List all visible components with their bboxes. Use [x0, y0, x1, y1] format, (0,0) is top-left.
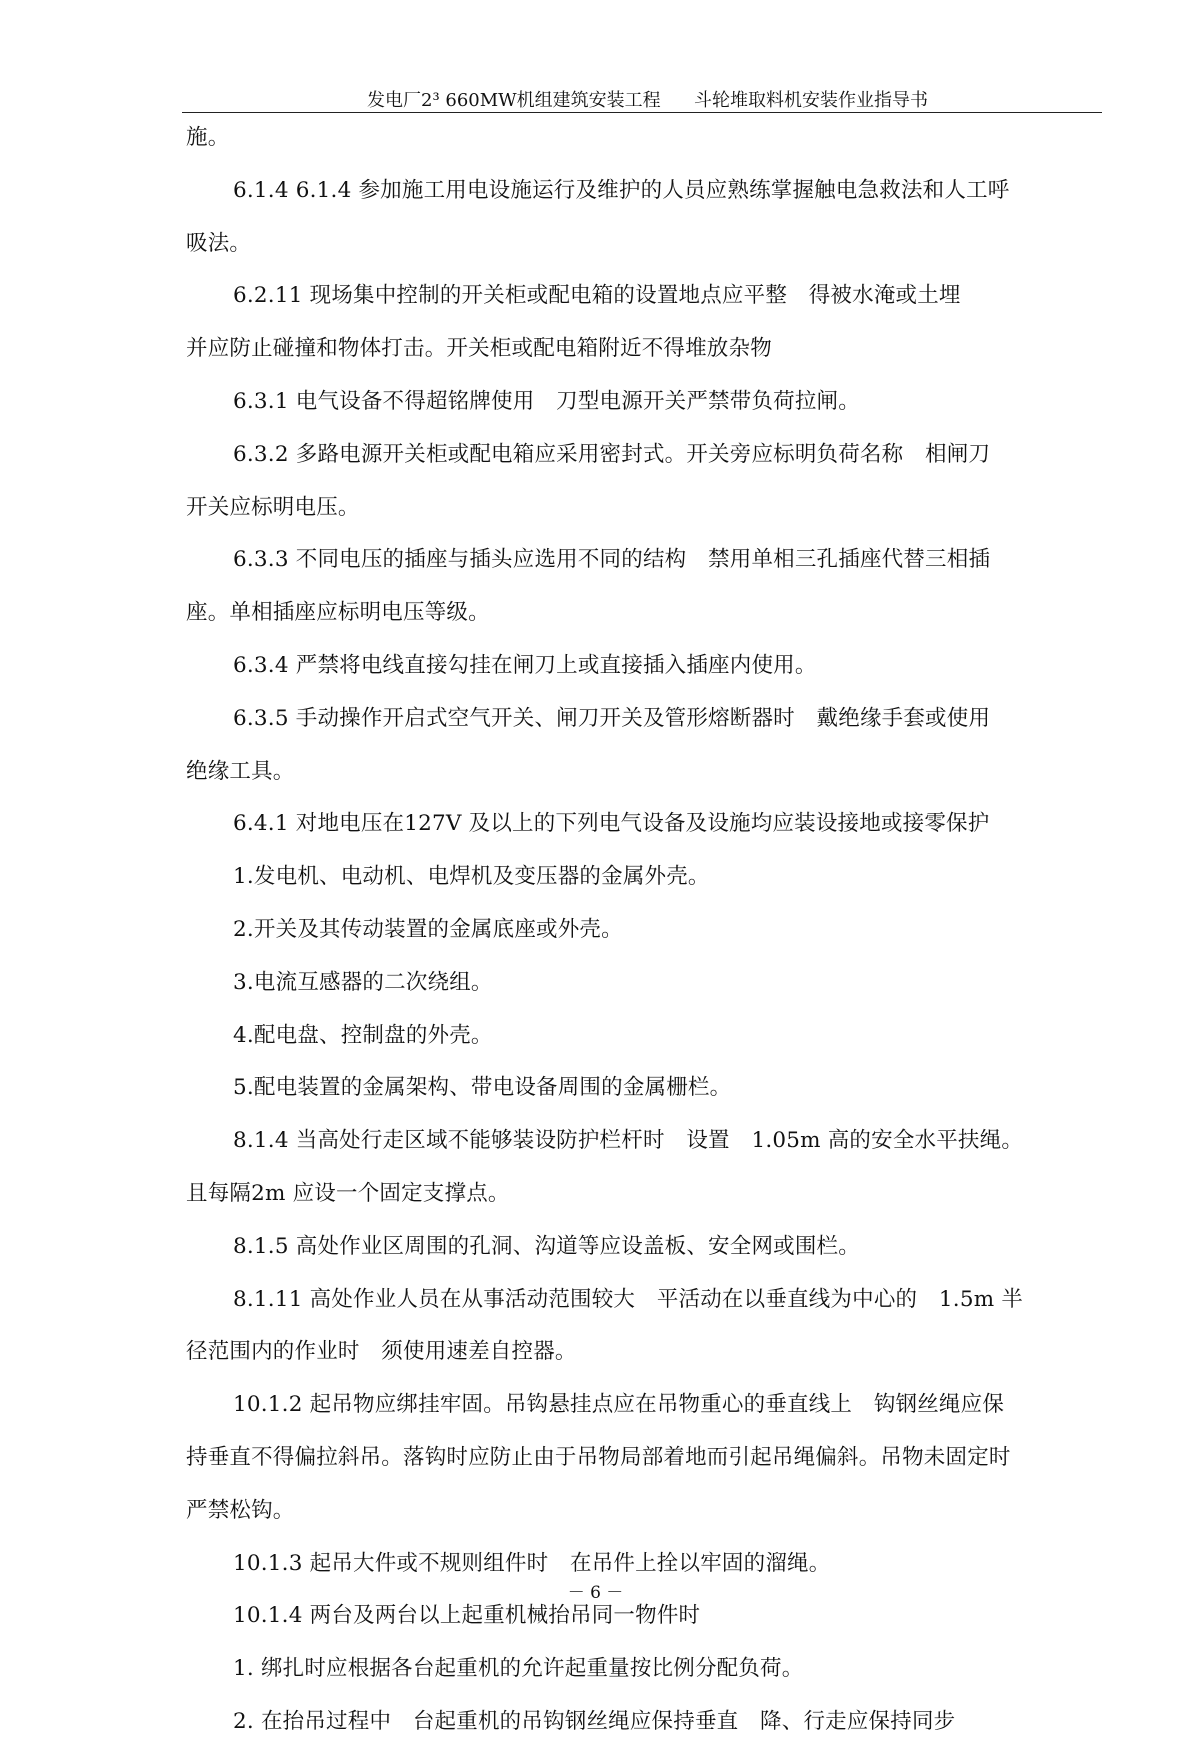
header-project-title: 发电厂2³ 660MW机组建筑安装工程: [367, 90, 661, 111]
text-line: 6.3.1 电气设备不得超铭牌使用 刀型电源开关严禁带负荷拉闸。: [233, 388, 860, 414]
text-line: 开关应标明电压。: [186, 494, 360, 520]
text-line: 10.1.2 起吊物应绑挂牢固。吊钩悬挂点应在吊物重心的垂直线上 钩钢丝绳应保: [233, 1392, 1005, 1418]
text-line: 6.3.3 不同电压的插座与插头应选用不同的结构 禁用单相三孔插座代替三相插: [233, 547, 991, 573]
header-document-title: 斗轮堆取料机安装作业指导书: [694, 90, 928, 111]
text-line: 6.2.11 现场集中控制的开关柜或配电箱的设置地点应平整 得被水淹或土埋: [233, 283, 961, 309]
text-line: 径范围内的作业时 须使用速差自控器。: [186, 1339, 577, 1365]
text-line: 5.配电装置的金属架构、带电设备周围的金属栅栏。: [233, 1075, 732, 1101]
document-body: [186, 112, 1106, 1749]
text-line: 吸法。: [186, 230, 252, 256]
text-line: 6.3.2 多路电源开关柜或配电箱应采用密封式。开关旁应标明负荷名称 相闸刀: [233, 441, 991, 467]
text-line: 2.开关及其传动装置的金属底座或外壳。: [233, 916, 623, 942]
page-number: － 6 －: [567, 1583, 624, 1603]
text-line: 3.电流互感器的二次绕组。: [233, 969, 493, 995]
text-line: 6.3.4 严禁将电线直接勾挂在闸刀上或直接插入插座内使用。: [233, 652, 817, 678]
text-line: 8.1.5 高处作业区周围的孔洞、沟道等应设盖板、安全网或围栏。: [233, 1233, 860, 1259]
page-header: [182, 84, 1102, 113]
text-line: 10.1.3 起吊大件或不规则组件时 在吊件上拴以牢固的溜绳。: [233, 1550, 831, 1576]
text-line: 并应防止碰撞和物体打击。开关柜或配电箱附近不得堆放杂物: [186, 336, 772, 362]
text-line: 8.1.11 高处作业人员在从事活动范围较大 平活动在以垂直线为中心的 1.5m 半: [233, 1286, 1024, 1312]
text-line: 1. 绑扎时应根据各台起重机的允许起重量按比例分配负荷。: [233, 1656, 804, 1682]
text-line: 施。: [186, 125, 230, 150]
text-line: 持垂直不得偏拉斜吊。落钩时应防止由于吊物局部着地而引起吊绳偏斜。吊物未固定时: [186, 1444, 1011, 1470]
text-line: 6.1.4 6.1.4 参加施工用电设施运行及维护的人员应熟练掌握触电急救法和人工呼: [233, 177, 1010, 203]
text-line: 严禁松钩。: [186, 1497, 295, 1523]
text-line: 2. 在抬吊过程中 台起重机的吊钩钢丝绳应保持垂直 降、行走应保持同步: [233, 1708, 956, 1734]
text-line: 绝缘工具。: [186, 758, 295, 784]
text-line: 4.配电盘、控制盘的外壳。: [233, 1022, 493, 1048]
text-line: 且每隔2m 应设一个固定支撑点。: [186, 1180, 510, 1206]
text-line: 1.发电机、电动机、电焊机及变压器的金属外壳。: [233, 864, 710, 890]
text-line: 座。单相插座应标明电压等级。: [186, 600, 490, 626]
text-line: 8.1.4 当高处行走区域不能够装设防护栏杆时 设置 1.05m 高的安全水平扶绳。: [233, 1128, 1024, 1154]
text-line: 6.3.5 手动操作开启式空气开关、闸刀开关及管形熔断器时 戴绝缘手套或使用: [233, 705, 991, 731]
text-line: 6.4.1 对地电压在127V 及以上的下列电气设备及设施均应装设接地或接零保护: [233, 811, 990, 837]
text-line: 10.1.4 两台及两台以上起重机械抬吊同一物件时: [233, 1603, 701, 1629]
